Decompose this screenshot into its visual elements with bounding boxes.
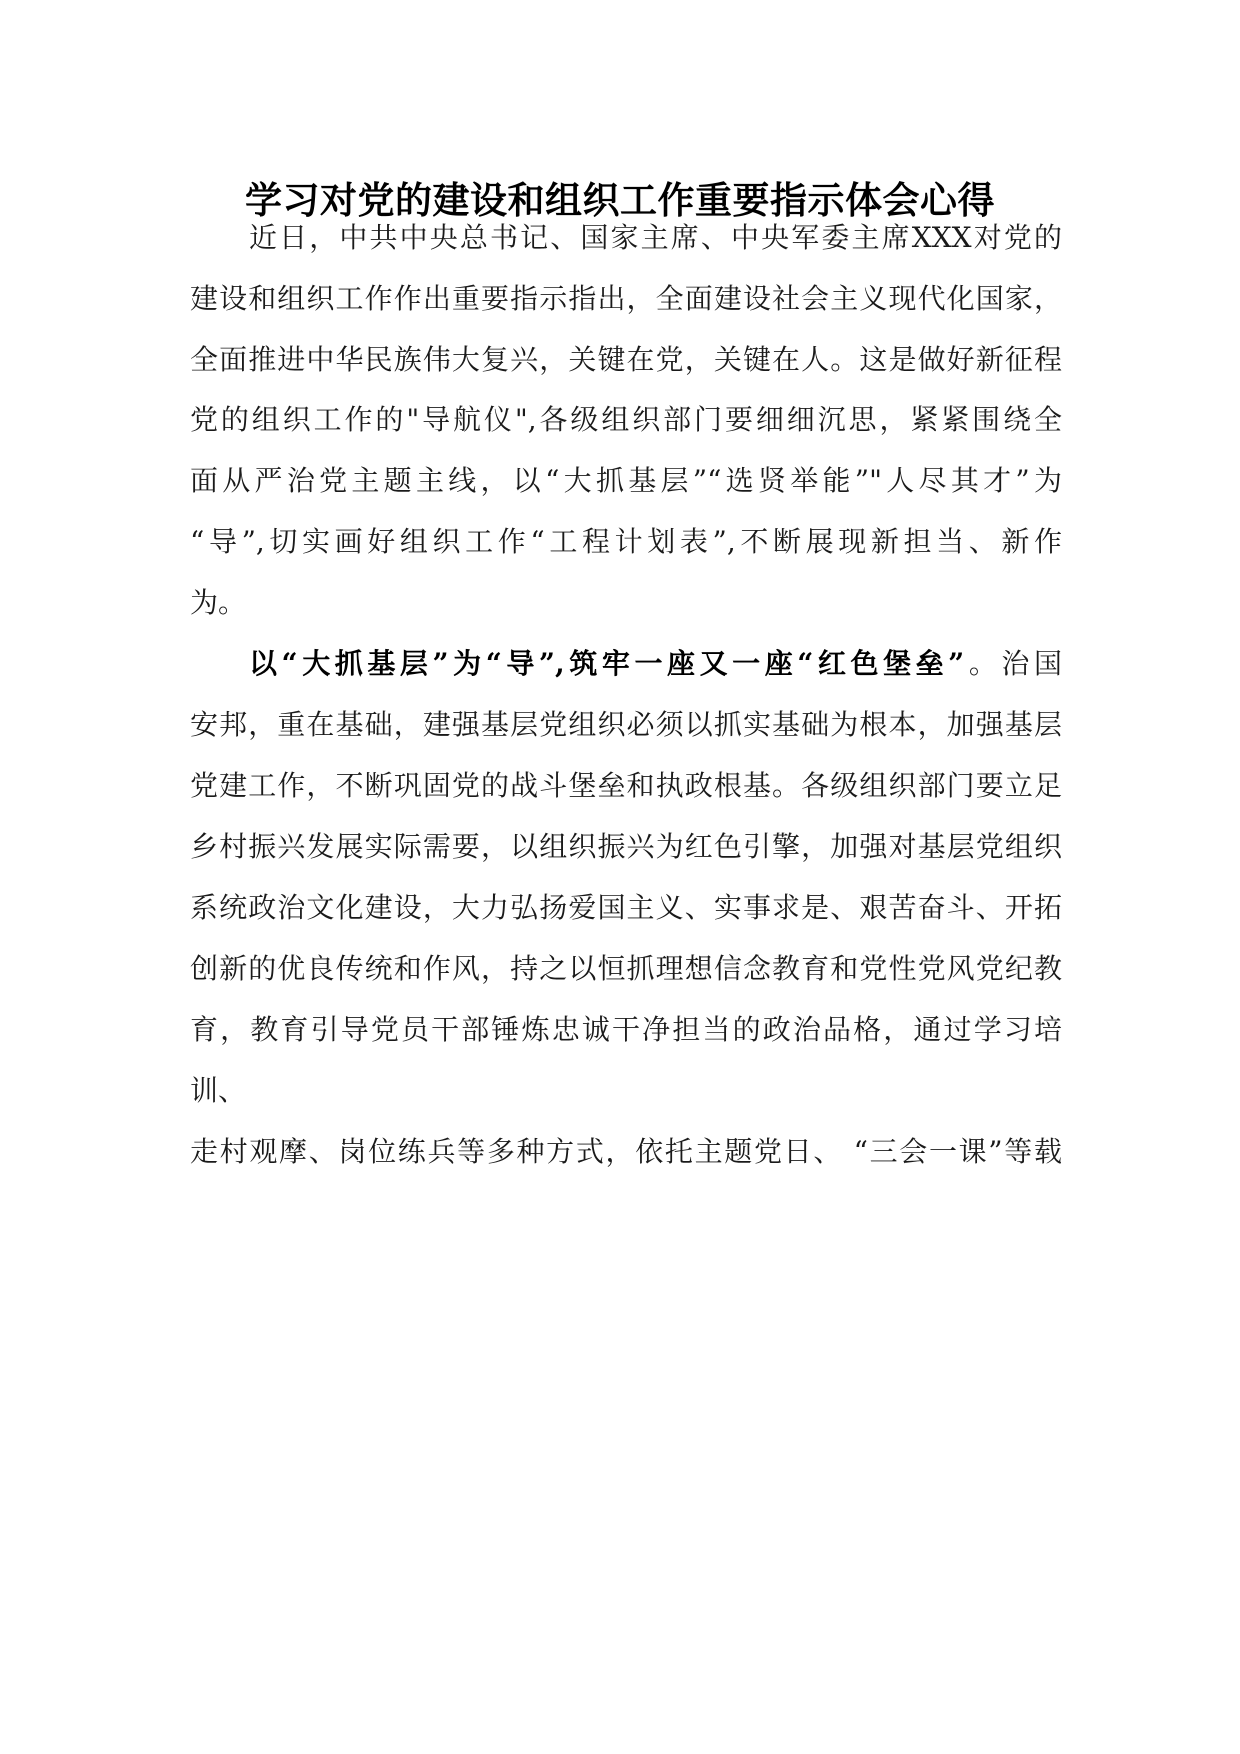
document-title: 学习对党的建设和组织工作重要指示体会心得 — [245, 178, 995, 222]
paragraph-1-line-2: 建设和组织工作作出重要指示指出，全面建设社会主义现代化国家， — [190, 282, 1062, 315]
paragraph-1-line-3: 全面推进中华民族伟大复兴，关键在党，关键在人。这是做好新征程 — [190, 343, 1062, 376]
paragraph-2-line-4: 乡村振兴发展实际需要，以组织振兴为红色引擎，加强对基层党组织 — [190, 830, 1062, 863]
paragraph-2-line-2: 安邦，重在基础，建强基层党组织必须以抓实基础为根本，加强基层 — [190, 708, 1062, 741]
paragraph-1-line-6: “导”,切实画好组织工作“工程计划表”,不断展现新担当、新作 — [190, 525, 1062, 558]
paragraph-2-line-8: 训、 — [190, 1074, 247, 1107]
paragraph-2-line-1 — [249, 644, 1062, 684]
paragraph-2-line-3: 党建工作，不断巩固党的战斗堡垒和执政根基。各级组织部门要立足 — [190, 769, 1062, 802]
paragraph-3-line-1: 走村观摩、岗位练兵等多种方式，依托主题党日、 “三会一课”等载 — [190, 1135, 1062, 1168]
section-heading-tail: 。治国 — [964, 647, 1062, 680]
paragraph-2-line-5: 系统政治文化建设，大力弘扬爱国主义、实事求是、艰苦奋斗、开拓 — [190, 891, 1062, 924]
paragraph-2-line-6: 创新的优良传统和作风，持之以恒抓理想信念教育和党性党风党纪教 — [190, 952, 1062, 985]
paragraph-1-line-1: 近日，中共中央总书记、国家主席、中央军委主席XXX对党的 — [249, 221, 1062, 254]
paragraph-2-line-7: 育，教育引导党员干部锤炼忠诚干净担当的政治品格，通过学习培 — [190, 1013, 1062, 1046]
paragraph-1-line-7: 为。 — [190, 586, 247, 619]
paragraph-1-line-4: 党的组织工作的"导航仪",各级组织部门要细细沉思，紧紧围绕全 — [190, 403, 1062, 436]
paragraph-1-line-5: 面从严治党主题主线，以“大抓基层”“选贤举能”"人尽其才”为 — [190, 464, 1062, 497]
section-heading: 以“大抓基层”为“导”,筑牢一座又一座“红色堡垒” — [249, 647, 965, 680]
